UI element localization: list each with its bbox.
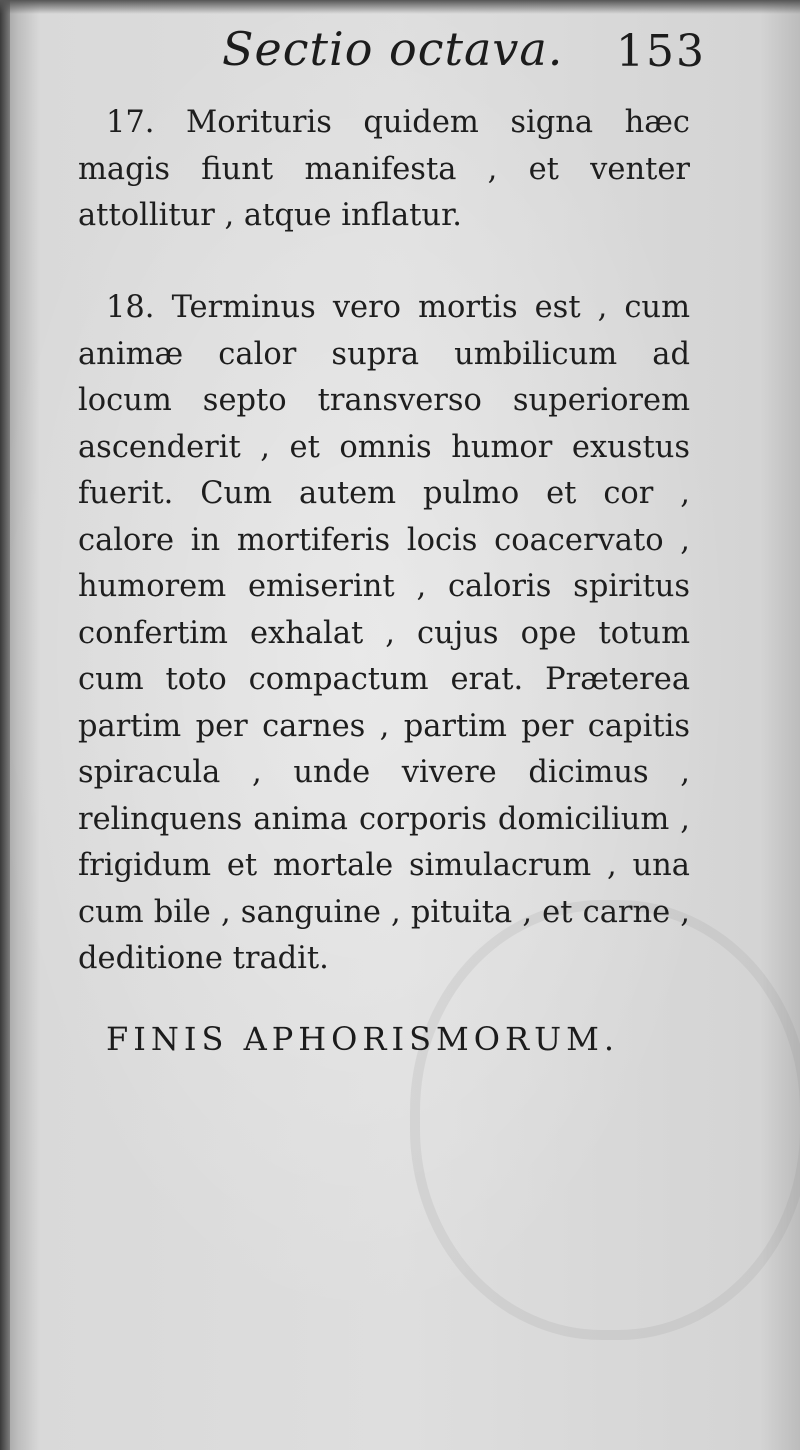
paragraph-17: [78, 100, 690, 240]
running-head: [222, 22, 706, 82]
page-binding-edge: [0, 0, 10, 1450]
paragraph-18: [78, 285, 690, 983]
section-title: Sectio octava.: [222, 22, 564, 76]
page-number: 153: [616, 26, 706, 77]
page-top-shadow: [0, 0, 800, 14]
closing-line: FINIS APHORISMORUM.: [106, 1020, 620, 1058]
paragraph-number: 18.: [106, 290, 155, 325]
paragraph-text: Terminus vero mortis est , cum animæ calor supra umbilicum ad locum septo transverso superiorem ascenderit , et omnis humor exustus fuerit. Cum autem pulmo et cor , calore in mortiferis locis coacervato , humorem emiserint , caloris spiritus confertim exhalat , cujus ope totum cum toto compactum erat. Præterea partim per carnes , partim per capitis spiracula , unde vivere dicimus , relinquens anima corporis domicilium , frigidum et mortale simulacrum , una cum bile , sanguine , pituita , et carne , deditione tradit.: [78, 290, 691, 976]
paragraph-text: Morituris quidem signa hæc magis fiunt manifesta , et venter attollitur , atque inflatur.: [78, 105, 690, 233]
paragraph-number: 17.: [106, 105, 155, 140]
